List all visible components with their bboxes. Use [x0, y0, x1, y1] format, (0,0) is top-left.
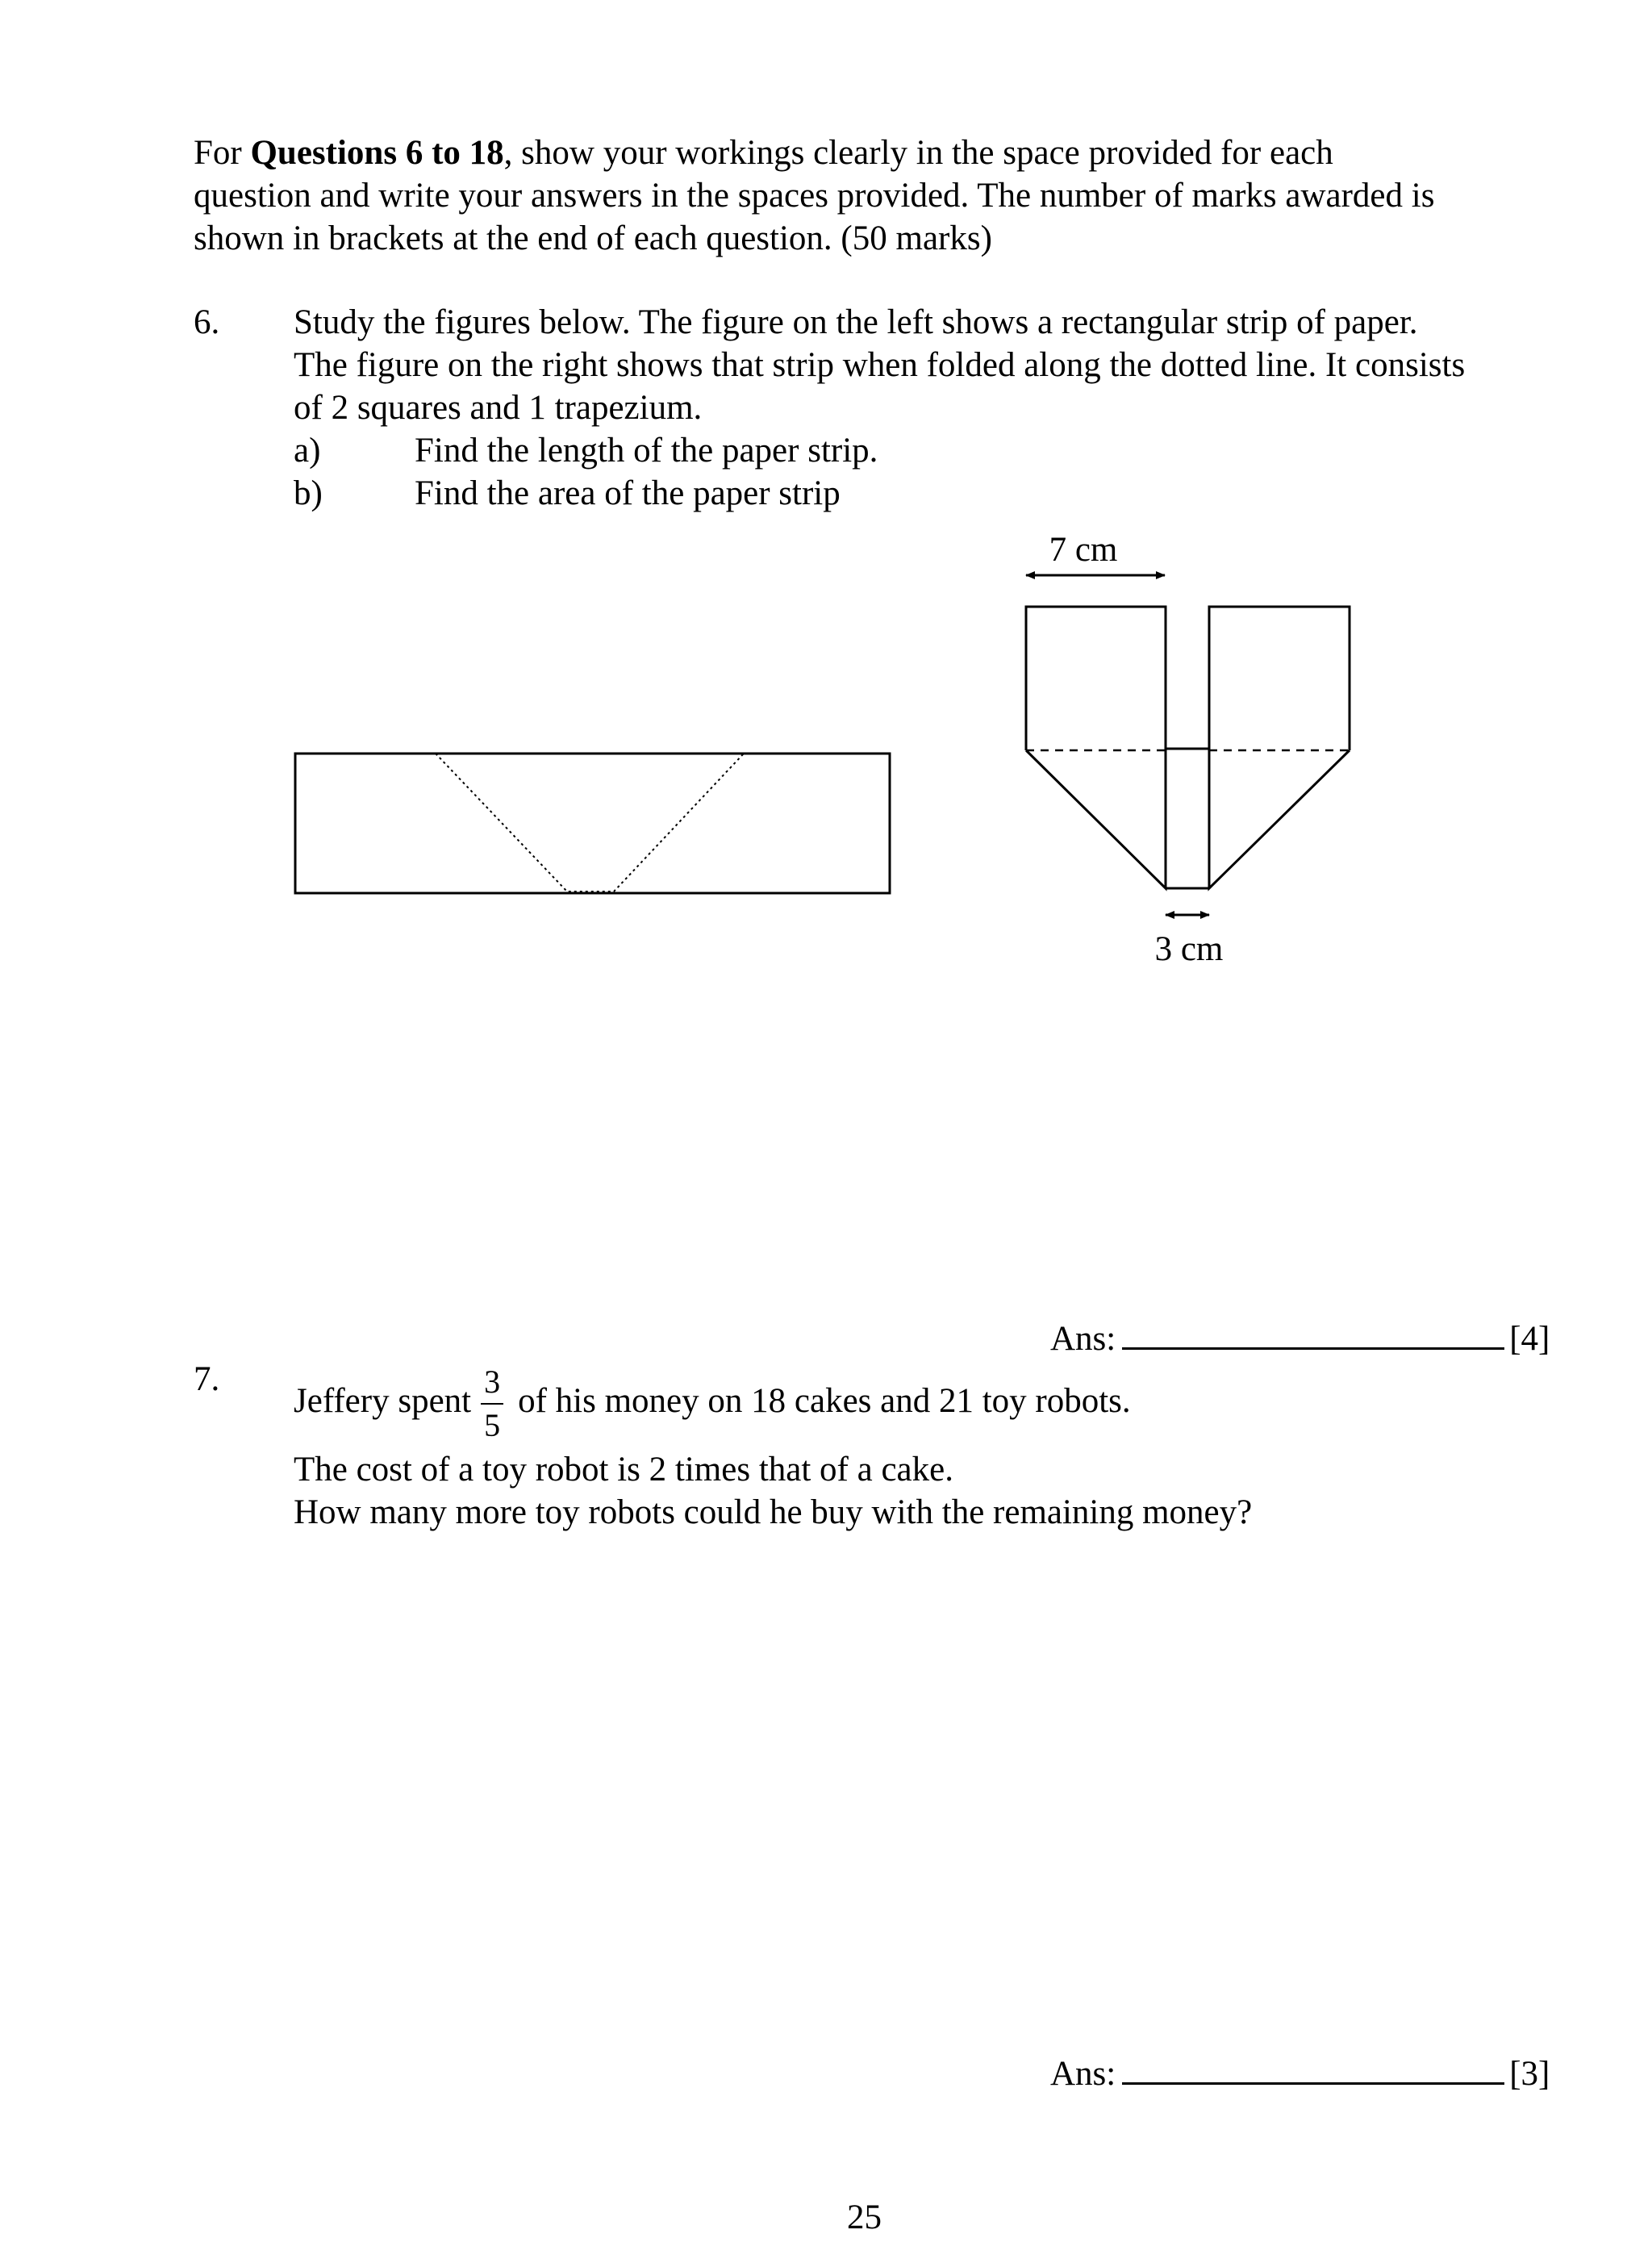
question-6-line-3: of 2 squares and 1 trapezium.	[294, 389, 703, 427]
part-b-text: Find the area of the paper strip	[415, 474, 841, 512]
part-a-text: Find the length of the paper strip.	[415, 432, 878, 470]
instructions-prefix: For	[194, 134, 251, 172]
fraction-three-fifths	[481, 1363, 503, 1443]
answer-label: Ans:	[1050, 2055, 1116, 2093]
question-7-line-3: How many more toy robots could he buy with the remaining money?	[294, 1493, 1253, 1531]
fraction-numerator: 3	[481, 1366, 503, 1405]
question-7-answer-blank[interactable]	[1122, 2050, 1504, 2085]
question-7-number: 7.	[194, 1360, 220, 1398]
question-7-after-fraction: of his money on 18 cakes and 21 toy robots.	[518, 1381, 1131, 1420]
question-7-line-1	[294, 1363, 1131, 1443]
gap-dimension-label: 3 cm	[1154, 930, 1224, 968]
part-b-label: b)	[294, 474, 323, 512]
question-6-answer-row	[1050, 1315, 1550, 1360]
folded-strip-figure	[1026, 531, 1350, 968]
question-7-text	[294, 1363, 1131, 1443]
marks-label: [4]	[1509, 1320, 1550, 1358]
question-7-answer-row	[1050, 2050, 1550, 2095]
instructions-line-2: question and write your answers in the spaces provided. The number of marks awarded is	[194, 177, 1435, 215]
right-square-outline	[1209, 607, 1350, 888]
question-7-line-2: The cost of a toy robot is 2 times that of a cake.	[294, 1451, 953, 1489]
page-number: 25	[847, 2198, 882, 2236]
answer-label: Ans:	[1050, 1320, 1116, 1358]
width-dimension-label: 7 cm	[1049, 531, 1118, 569]
marks-label: [3]	[1509, 2055, 1550, 2093]
question-6-number: 6.	[194, 303, 220, 341]
question-7-text-continued	[294, 1448, 1252, 1534]
question-6-answer-blank[interactable]	[1122, 1315, 1504, 1350]
instructions-line-3: shown in brackets at the end of each question. (50 marks)	[194, 219, 992, 257]
left-square-outline	[1026, 607, 1166, 888]
paper-strip-rectangle	[295, 754, 890, 893]
fraction-denominator: 5	[484, 1407, 501, 1443]
question-6-line-2: The figure on the right shows that strip when folded along the dotted line. It consists	[294, 346, 1466, 384]
part-a-label: a)	[294, 432, 321, 470]
paper-strip-figure	[295, 754, 890, 893]
instructions-line-1-rest: , show your workings clearly in the space provided for each	[503, 134, 1333, 172]
question-7-before-fraction: Jeffery spent	[294, 1381, 472, 1420]
question-6-line-1: Study the figures below. The figure on the left shows a rectangular strip of paper.	[294, 303, 1418, 341]
fold-dotted-line	[436, 754, 744, 891]
instructions-bold-range: Questions 6 to 18	[250, 134, 504, 172]
